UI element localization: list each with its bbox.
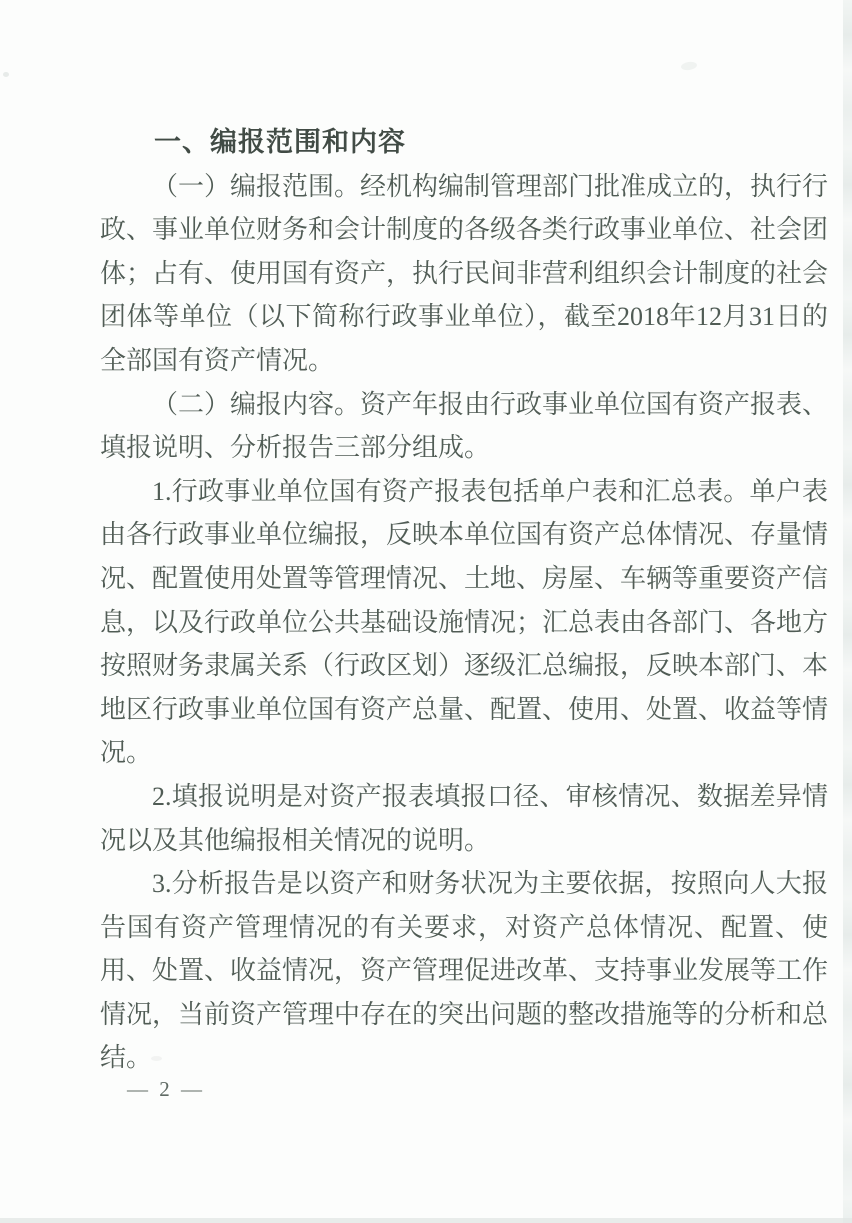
paragraph-analysis-report: 3.分析报告是以资产和财务状况为主要依据，按照向人大报告国有资产管理情况的有关要求，对资产总体情况、配置、使用、处置、收益情况，资产管理促进改革、支持事业发展等工作情况，当前资产管理中存在的突出问题的整改措施等的分析和总结。 [100,869,829,1073]
scan-artifact-bottom-edge [0,1218,852,1223]
scan-artifact-speck [3,72,9,77]
paragraph-filling-notes: 2.填报说明是对资产报表填报口径、审核情况、数据差异情况以及其他编报相关情况的说明。 [100,781,828,855]
scan-artifact-right-edge [843,0,852,1223]
scan-artifact-speck [151,1056,162,1061]
paragraph-reporting-content: （二）编报内容。资产年报由行政事业单位国有资产报表、填报说明、分析报告三部分组成。 [100,389,829,463]
section-heading: 一、编报范围和内容 [154,127,406,157]
document-body [100,121,828,1080]
paragraph-reporting-scope: （一）编报范围。经机构编制管理部门批准成立的，执行行政、事业单位财务和会计制度的各级各类行政事业单位、社会团体；占有、使用国有资产，执行民间非营利组织会计制度的社会团体等单位（以下简称行政事业单位），截至2018年12月31日的全部国有资产情况。 [100,171,829,375]
page-number: — 2 — [127,1077,205,1101]
scan-artifact-speck [681,61,698,71]
paragraph-asset-report-tables: 1.行政事业单位国有资产报表包括单户表和汇总表。单户表由各行政事业单位编报，反映本单位国有资产总体情况、存量情况、配置使用处置等管理情况、土地、房屋、车辆等重要资产信息，以及行政单位公共基础设施情况；汇总表由各部门、各地方按照财务隶属关系（行政区划）逐级汇总编报，反映本部门、本地区行政事业单位国有资产总量、配置、使用、处置、收益等情况。 [100,476,829,768]
